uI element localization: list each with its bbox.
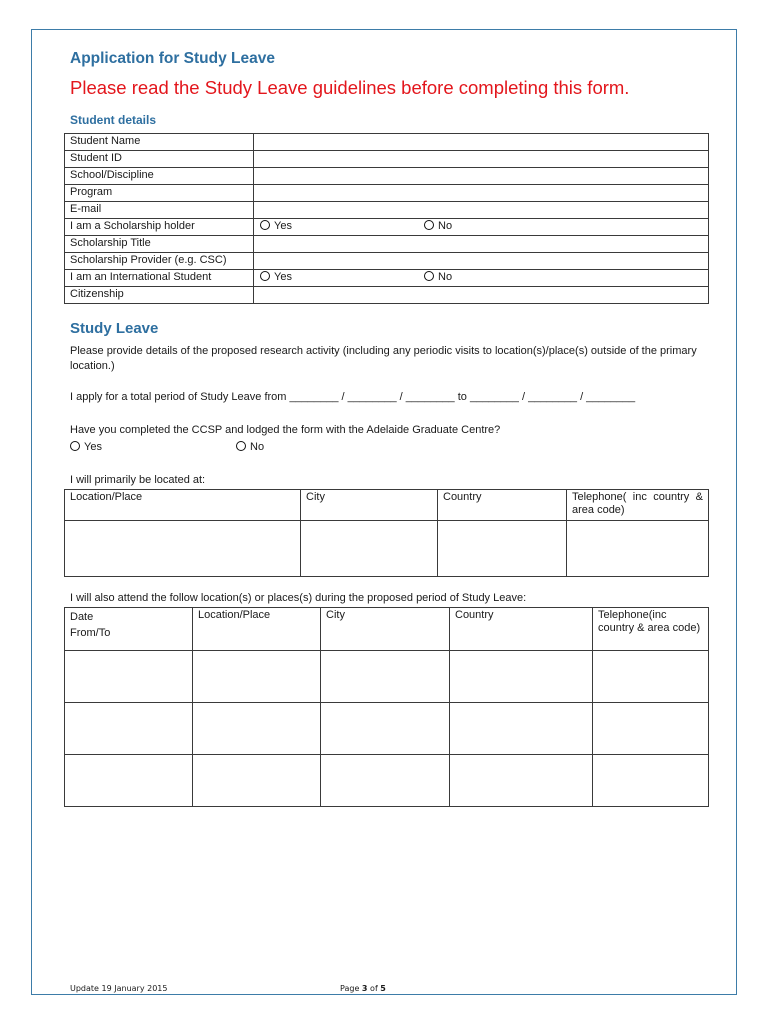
telephone-cell[interactable] bbox=[593, 651, 709, 703]
table-row bbox=[65, 608, 709, 651]
footer-update: Update 19 January 2015 bbox=[70, 984, 168, 993]
international-student-options bbox=[254, 270, 709, 287]
form-title: Application for Study Leave bbox=[70, 50, 275, 67]
country-cell[interactable] bbox=[450, 651, 593, 703]
email-field[interactable] bbox=[254, 202, 709, 219]
table-row bbox=[65, 134, 709, 151]
citizenship-field[interactable] bbox=[254, 287, 709, 304]
table-row bbox=[65, 185, 709, 202]
scholarship-yes-option[interactable]: Yes bbox=[260, 220, 292, 233]
table-row bbox=[65, 270, 709, 287]
primary-location-table bbox=[64, 489, 709, 577]
student-details-table bbox=[64, 133, 709, 304]
country-cell[interactable] bbox=[450, 703, 593, 755]
column-header-country: Country bbox=[438, 490, 567, 521]
other-locations-table bbox=[64, 607, 709, 807]
country-cell[interactable] bbox=[438, 521, 567, 577]
ccsp-question: Have you completed the CCSP and lodged the form with the Adelaide Graduate Centre? bbox=[70, 424, 501, 436]
ccsp-yes-option[interactable]: Yes bbox=[70, 440, 102, 455]
row-label: Student Name bbox=[65, 134, 254, 151]
school-field[interactable] bbox=[254, 168, 709, 185]
table-row bbox=[65, 202, 709, 219]
radio-icon bbox=[424, 220, 434, 230]
guidelines-warning: Please read the Study Leave guidelines before completing this form. bbox=[70, 77, 630, 98]
column-header-date: Date From/To bbox=[65, 608, 193, 651]
date-cell[interactable] bbox=[65, 755, 193, 807]
row-label: Program bbox=[65, 185, 254, 202]
column-header-city: City bbox=[301, 490, 438, 521]
student-id-field[interactable] bbox=[254, 151, 709, 168]
column-header-telephone: Telephone( inc country & area code) bbox=[567, 490, 709, 521]
city-cell[interactable] bbox=[321, 651, 450, 703]
column-header-country: Country bbox=[450, 608, 593, 651]
radio-icon bbox=[260, 271, 270, 281]
study-leave-period-line[interactable]: I apply for a total period of Study Leave from ________ / ________ / ________ to ________ / ________ / ________ bbox=[70, 391, 636, 403]
radio-icon bbox=[424, 271, 434, 281]
row-label: Scholarship Title bbox=[65, 236, 254, 253]
row-label: Citizenship bbox=[65, 287, 254, 304]
location-cell[interactable] bbox=[193, 651, 321, 703]
location-cell[interactable] bbox=[65, 521, 301, 577]
date-cell[interactable] bbox=[65, 703, 193, 755]
table-row bbox=[65, 287, 709, 304]
table-row bbox=[65, 168, 709, 185]
date-cell[interactable] bbox=[65, 651, 193, 703]
city-cell[interactable] bbox=[321, 755, 450, 807]
scholarship-holder-options bbox=[254, 219, 709, 236]
city-cell[interactable] bbox=[301, 521, 438, 577]
other-locations-label: I will also attend the follow location(s) or places(s) during the proposed period of Study Leave: bbox=[70, 592, 527, 604]
scholarship-title-field[interactable] bbox=[254, 236, 709, 253]
footer-page-number: Page 3 of 5 bbox=[340, 984, 386, 993]
table-row bbox=[65, 703, 709, 755]
student-details-heading: Student details bbox=[70, 113, 157, 127]
radio-icon bbox=[260, 220, 270, 230]
table-row bbox=[65, 253, 709, 270]
scholarship-provider-field[interactable] bbox=[254, 253, 709, 270]
row-label: E-mail bbox=[65, 202, 254, 219]
location-cell[interactable] bbox=[193, 703, 321, 755]
column-header-telephone: Telephone(inc country & area code) bbox=[593, 608, 709, 651]
location-cell[interactable] bbox=[193, 755, 321, 807]
row-label: I am a Scholarship holder bbox=[65, 219, 254, 236]
primary-location-label: I will primarily be located at: bbox=[70, 474, 206, 486]
radio-icon bbox=[236, 441, 246, 451]
study-leave-intro: Please provide details of the proposed research activity (including any periodic visits to location(s)/place(s) outside of the primary location.) bbox=[70, 345, 697, 372]
row-label: Student ID bbox=[65, 151, 254, 168]
city-cell[interactable] bbox=[321, 703, 450, 755]
table-row bbox=[65, 236, 709, 253]
study-leave-heading: Study Leave bbox=[70, 320, 159, 337]
column-header-city: City bbox=[321, 608, 450, 651]
country-cell[interactable] bbox=[450, 755, 593, 807]
radio-icon bbox=[70, 441, 80, 451]
row-label: I am an International Student bbox=[65, 270, 254, 287]
column-header-location: Location/Place bbox=[65, 490, 301, 521]
student-name-field[interactable] bbox=[254, 134, 709, 151]
telephone-cell[interactable] bbox=[567, 521, 709, 577]
international-yes-option[interactable]: Yes bbox=[260, 271, 292, 284]
scholarship-no-option[interactable]: No bbox=[424, 220, 452, 233]
row-label: Scholarship Provider (e.g. CSC) bbox=[65, 253, 254, 270]
program-field[interactable] bbox=[254, 185, 709, 202]
table-row bbox=[65, 151, 709, 168]
telephone-cell[interactable] bbox=[593, 755, 709, 807]
international-no-option[interactable]: No bbox=[424, 271, 452, 284]
table-row bbox=[65, 651, 709, 703]
table-row bbox=[65, 521, 709, 577]
ccsp-no-option[interactable]: No bbox=[236, 440, 264, 455]
telephone-cell[interactable] bbox=[593, 703, 709, 755]
column-header-location: Location/Place bbox=[193, 608, 321, 651]
table-row bbox=[65, 755, 709, 807]
table-row bbox=[65, 490, 709, 521]
table-row bbox=[65, 219, 709, 236]
row-label: School/Discipline bbox=[65, 168, 254, 185]
